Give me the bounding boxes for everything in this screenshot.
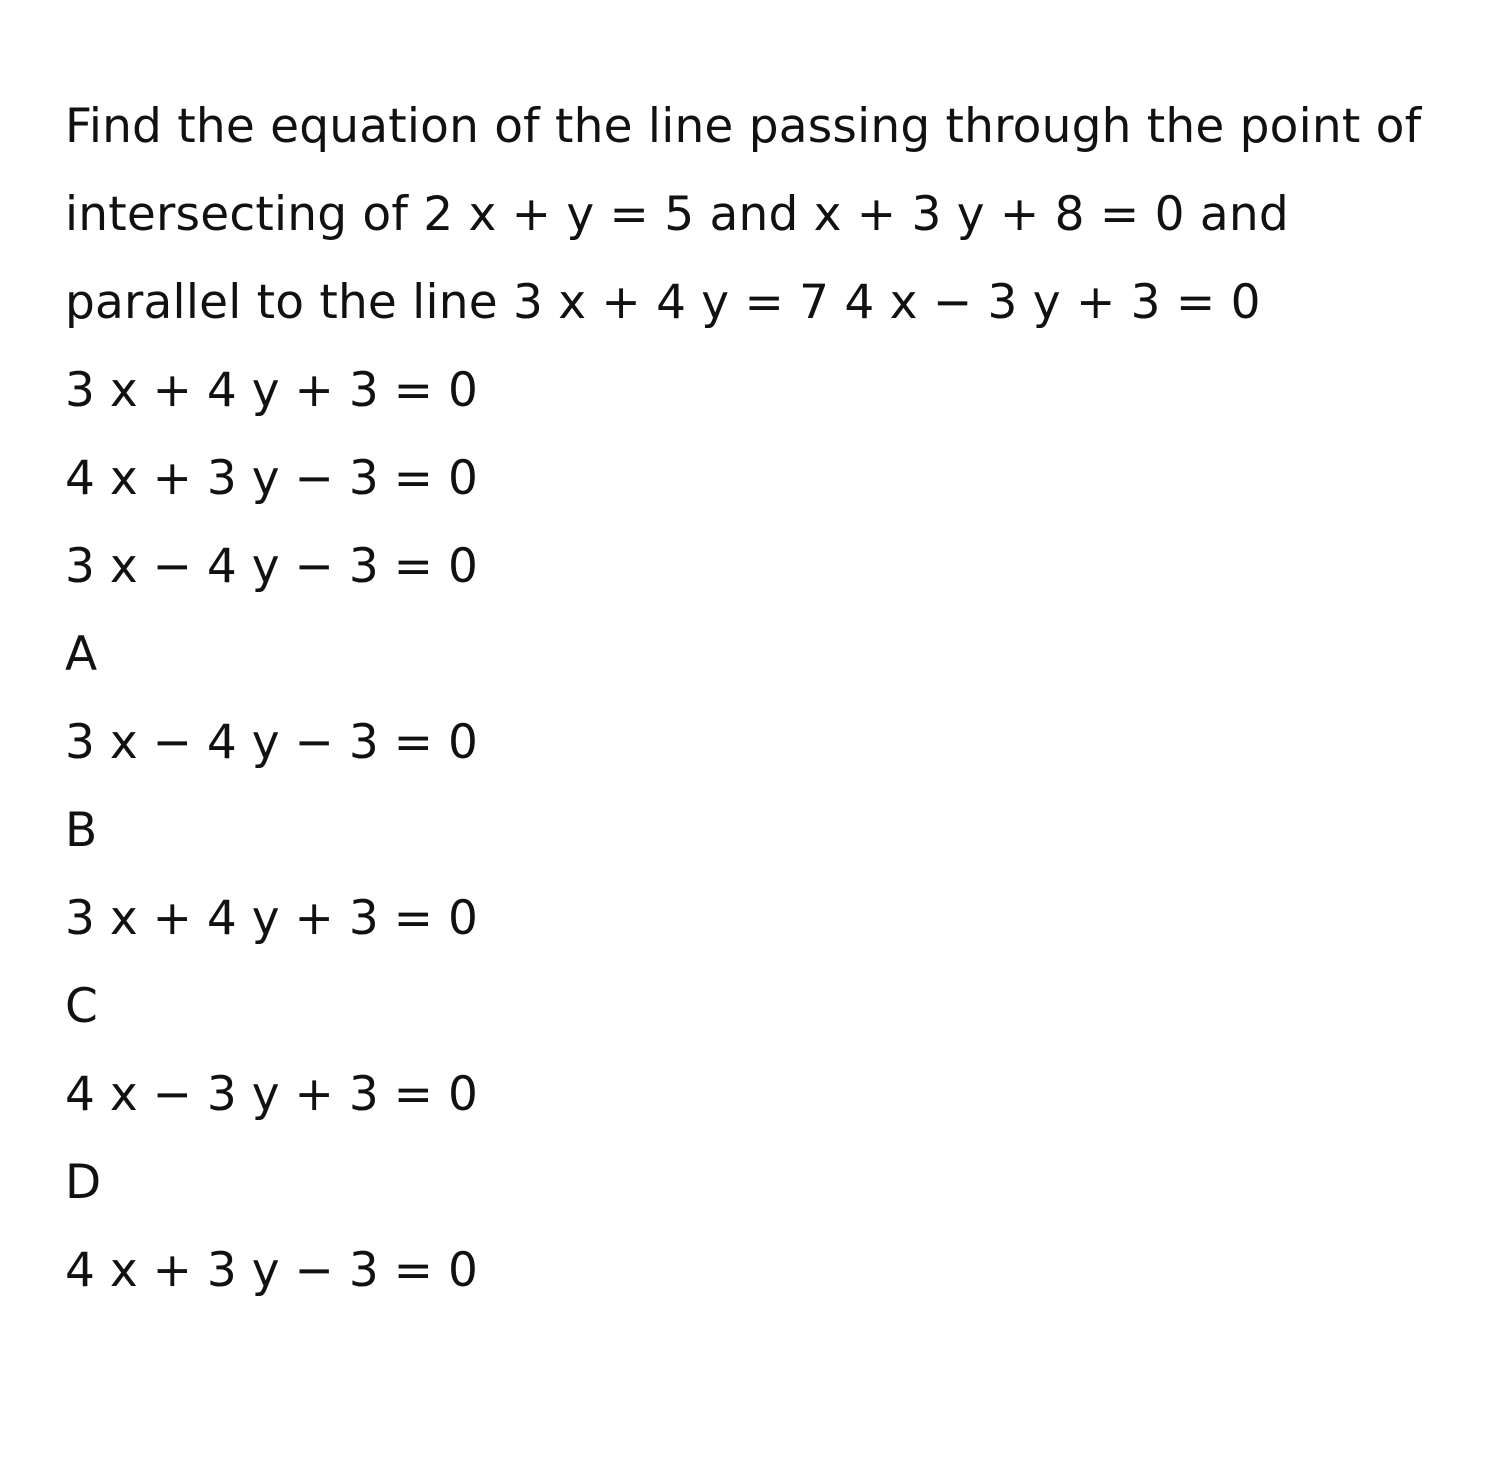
option-b-letter: B [65,803,98,858]
option-d-letter: D [65,1155,102,1210]
question-text: Find the equation of the line passing through the point of intersecting of 2 x + y = 5 and x + 3 y + 8 = 0 and parallel to the line 3 x + 4 y = 7 4 x − 3 y + 3 = 0 [65,99,1422,330]
option-c-letter: C [65,979,98,1034]
option-b-text: 3 x + 4 y + 3 = 0 [65,891,478,946]
listed-equation-2: 4 x + 3 y − 3 = 0 [65,451,478,506]
listed-equation-3: 3 x − 4 y − 3 = 0 [65,539,478,594]
option-a-letter: A [65,627,98,682]
option-a-text: 3 x − 4 y − 3 = 0 [65,715,478,770]
listed-equation-1: 3 x + 4 y + 3 = 0 [65,363,478,418]
option-d-text: 4 x + 3 y − 3 = 0 [65,1243,478,1298]
option-c-text: 4 x − 3 y + 3 = 0 [65,1067,478,1122]
